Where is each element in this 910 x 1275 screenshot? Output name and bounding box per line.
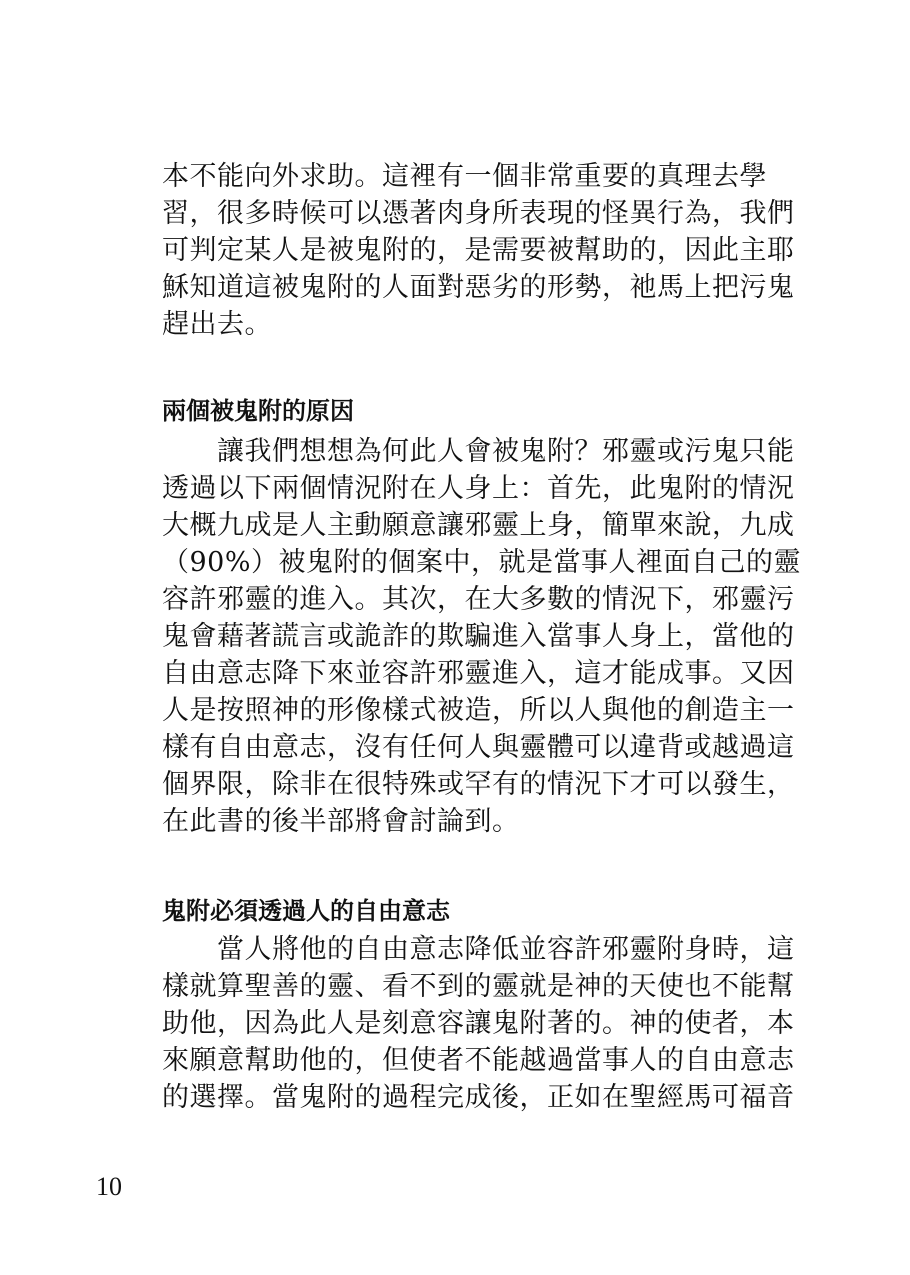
text-line: 自由意志降下來並容許邪靈進入，這才能成事。又因 — [162, 658, 795, 689]
text-line: 來願意幫助他的，但使者不能越過當事人的自由意志 — [162, 1045, 795, 1076]
paragraph-reasons — [162, 433, 802, 840]
text-line: 樣有自由意志，沒有任何人與靈體可以違背或越過這 — [162, 732, 795, 763]
text-line: 穌知道這被鬼附的人面對惡劣的形勢，祂馬上把污鬼 — [162, 272, 795, 303]
text-line: 大概九成是人主動願意讓邪靈上身，簡單來說，九成 — [162, 510, 795, 541]
text-line: 樣就算聖善的靈、看不到的靈就是神的天使也不能幫 — [162, 971, 795, 1002]
text-line: 趕出去。 — [162, 309, 272, 340]
text-line: 人是按照神的形像樣式被造，所以人與他的創造主一 — [162, 695, 795, 726]
text-line: 的選擇。當鬼附的過程完成後，正如在聖經馬可福音 — [162, 1082, 795, 1113]
text-line: 容許邪靈的進入。其次，在大多數的情況下，邪靈污 — [162, 584, 795, 615]
text-line: 助他，因為此人是刻意容讓鬼附著的。神的使者，本 — [162, 1008, 795, 1039]
section-heading-free-will: 鬼附必須透過人的自由意志 — [162, 897, 450, 925]
text-line: 讓我們想想為何此人會被鬼附？邪靈或污鬼只能 — [162, 436, 795, 467]
text-line: 個界限，除非在很特殊或罕有的情況下才可以發生， — [162, 769, 795, 800]
text-line: 習，很多時候可以憑著肉身所表現的怪異行為，我們 — [162, 198, 795, 229]
text-line: 可判定某人是被鬼附的，是需要被幫助的，因此主耶 — [162, 235, 795, 266]
paragraph-free-will — [162, 931, 795, 1116]
paragraph-continuation — [162, 158, 795, 343]
text-line: 本不能向外求助。這裡有一個非常重要的真理去學 — [162, 161, 767, 192]
text-line: 鬼會藉著謊言或詭詐的欺騙進入當事人身上，當他的 — [162, 621, 795, 652]
text-line: 在此書的後半部將會討論到。 — [162, 806, 520, 837]
text-line: 當人將他的自由意志降低並容許邪靈附身時，這 — [162, 934, 795, 965]
section-heading-reasons: 兩個被鬼附的原因 — [162, 397, 354, 425]
page-number: 10 — [96, 1172, 122, 1201]
text-line: （90%）被鬼附的個案中，就是當事人裡面自己的靈 — [162, 547, 802, 578]
text-line: 透過以下兩個情況附在人身上：首先，此鬼附的情況 — [162, 473, 795, 504]
